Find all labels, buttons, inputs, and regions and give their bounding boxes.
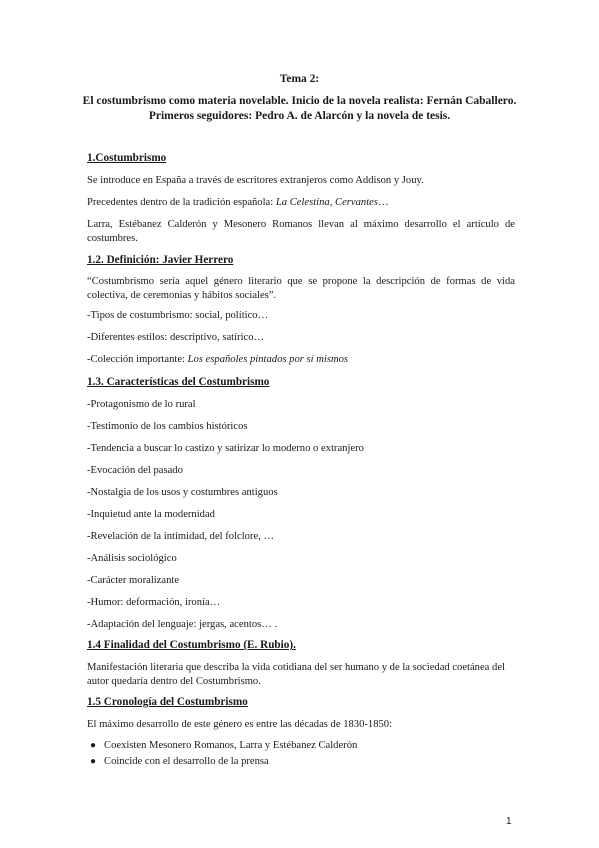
list-item: -Tipos de costumbrismo: social, político… (87, 310, 269, 321)
paragraph: Precedentes dentro de la tradición española: La Celestina, Cervantes… (87, 197, 389, 208)
document-subtitle (0, 94, 599, 124)
document-title: Tema 2: (279, 73, 320, 85)
page-number: 1 (506, 816, 512, 827)
list-item: -Protagonismo de lo rural (87, 399, 196, 410)
section-heading-finalidad: 1.4 Finalidad del Costumbrismo (E. Rubio). (87, 639, 296, 651)
list-item: -Tendencia a buscar lo castizo y satirizar lo moderno o extranjero (87, 443, 364, 454)
section-heading-definicion: 1.2. Definición: Javier Herrero (87, 254, 234, 266)
quote-paragraph: “Costumbrismo sería aquel género literario que se propone la descripción de formas de vida colectiva, de ceremonias y hábitos sociales”. (87, 276, 515, 301)
list-item: -Inquietud ante la modernidad (87, 509, 215, 520)
list-item: -Diferentes estilos: descriptivo, satírico… (87, 332, 265, 343)
bullet-icon: ● (90, 740, 97, 751)
bullet-item: ● Coincide con el desarrollo de la prensa (90, 756, 269, 767)
list-item: -Nostalgia de los usos y costumbres antiguos (87, 487, 278, 498)
list-item: -Análisis sociológico (87, 553, 177, 564)
list-item: -Humor: deformación, ironía… (87, 597, 221, 608)
subtitle-line-2: Primeros seguidores: Pedro A. de Alarcón y la novela de tesis. (148, 110, 451, 122)
italic-text: Los españoles pintados por sí mismos (187, 354, 349, 365)
paragraph: Manifestación literaria que describa la vida cotidiana del ser humano y de la sociedad coetánea del autor quedaría dentro del Costumbrismo. (87, 662, 505, 687)
section-heading-cronologia: 1.5 Cronología del Costumbrismo (87, 696, 248, 708)
section-heading-caracteristicas: 1.3. Características del Costumbrismo (87, 376, 270, 388)
bullet-icon: ● (90, 756, 97, 767)
list-item: -Evocación del pasado (87, 465, 183, 476)
paragraph: Larra, Estébanez Calderón y Mesonero Romanos llevan al máximo desarrollo el artículo de costumbres. (87, 219, 515, 244)
paragraph: Se introduce en España a través de escritores extranjeros como Addison y Jouy. (87, 175, 424, 186)
list-item: -Colección importante: Los españoles pintados por sí mismos (87, 354, 349, 365)
bullet-item: ● Coexisten Mesonero Romanos, Larra y Estébanez Calderón (90, 740, 358, 751)
subtitle-line-1: El costumbrismo como materia novelable. Inicio de la novela realista: Fernán Caballero. (82, 95, 517, 107)
list-item: -Carácter moralizante (87, 575, 180, 586)
list-item: -Testimonio de los cambios históricos (87, 421, 248, 432)
list-item: -Adaptación del lenguaje: jergas, acentos… . (87, 619, 278, 630)
section-heading-costumbrismo: 1.Costumbrismo (87, 152, 167, 164)
italic-text: La Celestina, Cervantes (275, 197, 378, 208)
paragraph: El máximo desarrollo de este género es entre las décadas de 1830-1850: (87, 719, 393, 730)
list-item: -Revelación de la intimidad, del folclore, … (87, 531, 275, 542)
